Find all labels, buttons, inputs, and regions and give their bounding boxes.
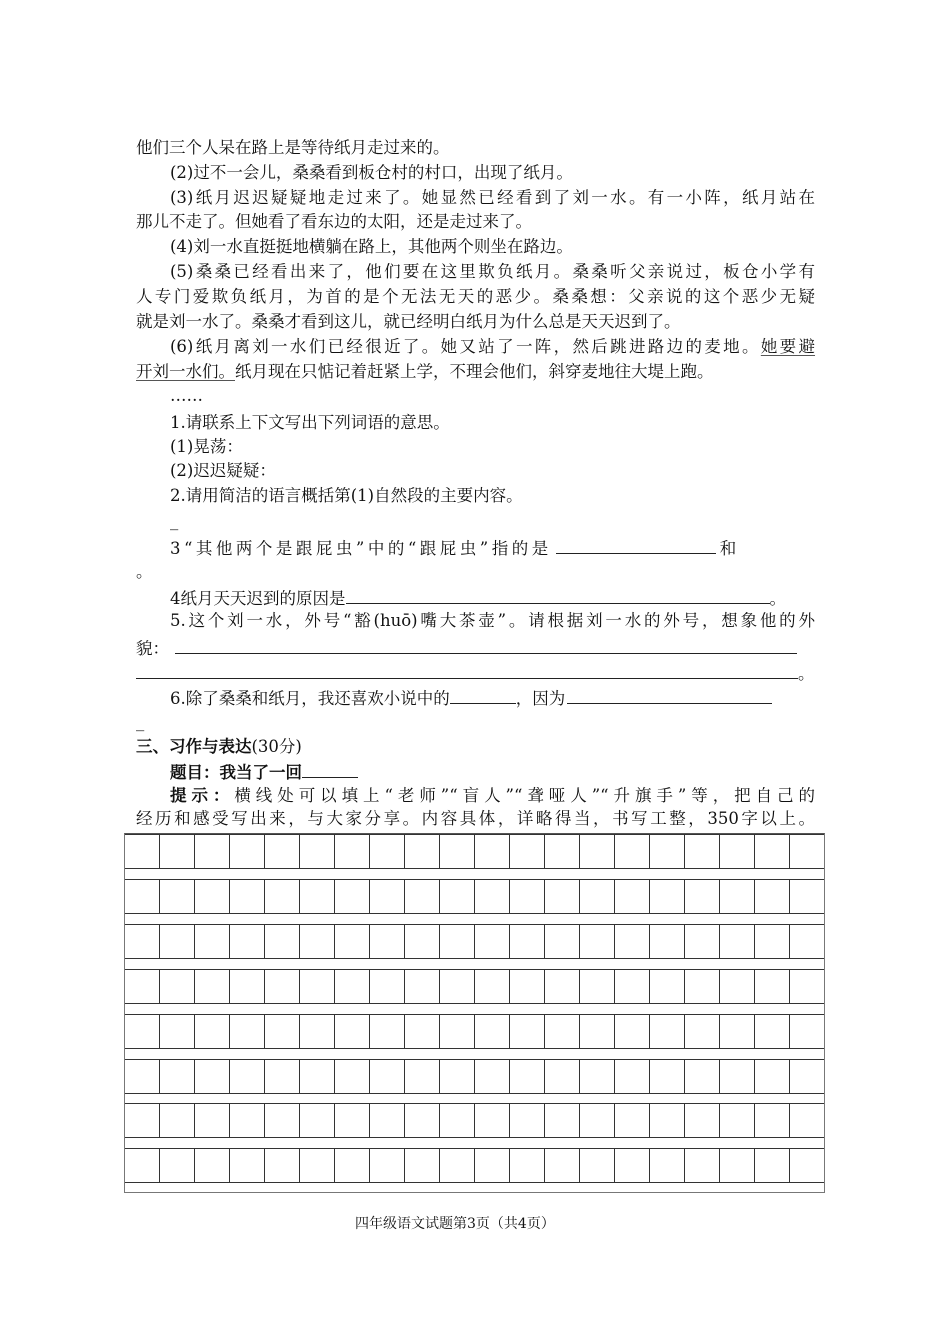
grid-cell[interactable]: [405, 880, 440, 913]
grid-cell[interactable]: [510, 1104, 545, 1137]
question-1-1: (1)晃荡：: [170, 437, 243, 456]
grid-cell[interactable]: [405, 835, 440, 868]
grid-cell[interactable]: [475, 1060, 510, 1093]
paragraph-3-cont: 那儿不走了。但她看了看东边的太阳，还是走过来了。: [136, 212, 532, 231]
grid-cell[interactable]: [230, 1015, 265, 1048]
grid-cell[interactable]: [510, 880, 545, 913]
grid-cell[interactable]: [475, 925, 510, 958]
title-text: 我当了一回: [219, 763, 302, 782]
grid-cell[interactable]: [650, 1149, 685, 1182]
grid-cell[interactable]: [125, 1060, 160, 1093]
question-3-end: 。: [136, 562, 153, 581]
grid-cell[interactable]: [720, 925, 755, 958]
grid-cell[interactable]: [720, 880, 755, 913]
grid-cell[interactable]: [510, 925, 545, 958]
hint-label: 提示：: [170, 786, 235, 805]
answer-blank[interactable]: [450, 685, 516, 704]
grid-cell[interactable]: [720, 1060, 755, 1093]
grid-cell[interactable]: [755, 835, 790, 868]
grid-cell[interactable]: [300, 1015, 335, 1048]
ellipsis: ……: [170, 386, 203, 405]
grid-cell[interactable]: [720, 835, 755, 868]
grid-cell[interactable]: [160, 1060, 195, 1093]
grid-cell[interactable]: [790, 1104, 824, 1137]
answer-blank[interactable]: [175, 635, 797, 654]
section-title: 三、习作与表达: [136, 737, 252, 756]
grid-cell[interactable]: [335, 1104, 370, 1137]
grid-cell[interactable]: [545, 835, 580, 868]
grid-cell[interactable]: [160, 880, 195, 913]
question-6: [170, 685, 815, 709]
grid-cell[interactable]: [195, 835, 230, 868]
grid-cell[interactable]: [230, 925, 265, 958]
passage-line: 他们三个人呆在路上是等待纸月走过来的。: [136, 138, 450, 157]
paragraph-6-text: (6)纸月离刘一水们已经很近了。她又站了一阵，然后跳进路边的麦地。: [170, 337, 761, 356]
grid-cell[interactable]: [370, 1015, 405, 1048]
grid-cell[interactable]: [370, 1149, 405, 1182]
grid-cell[interactable]: [335, 880, 370, 913]
grid-cell[interactable]: [160, 1149, 195, 1182]
grid-cell[interactable]: [440, 1104, 475, 1137]
grid-cell[interactable]: [300, 1104, 335, 1137]
grid-cell[interactable]: [615, 1060, 650, 1093]
grid-cell[interactable]: [335, 1060, 370, 1093]
grid-cell[interactable]: [510, 1015, 545, 1048]
question-4: [170, 585, 815, 609]
grid-cell[interactable]: [720, 1149, 755, 1182]
grid-cell[interactable]: [615, 835, 650, 868]
paragraph-5-cont: 人专门爱欺负纸月，为首的是个无法无天的恶少。桑桑想：父亲说的这个恶少无疑: [136, 287, 815, 306]
grid-cell[interactable]: [265, 1104, 300, 1137]
grid-row: [125, 1059, 824, 1094]
grid-cell[interactable]: [125, 970, 160, 1003]
grid-row: [125, 834, 824, 869]
question-1: 1.请联系上下文写出下列词语的意思。: [170, 413, 450, 432]
grid-cell[interactable]: [370, 880, 405, 913]
grid-cell[interactable]: [650, 835, 685, 868]
grid-cell[interactable]: [790, 1060, 824, 1093]
grid-cell[interactable]: [125, 835, 160, 868]
question-3-text: 3“其他两个是跟屁虫”中的“跟屁虫”指的是: [170, 539, 552, 558]
question-6-blank: _: [136, 712, 145, 731]
question-5-line2: [136, 660, 815, 684]
grid-cell[interactable]: [615, 970, 650, 1003]
grid-cell[interactable]: [580, 925, 615, 958]
grid-cell[interactable]: [580, 1149, 615, 1182]
grid-cell[interactable]: [125, 880, 160, 913]
grid-cell[interactable]: [440, 835, 475, 868]
underlined-sentence: 开刘一水们。: [136, 362, 235, 381]
grid-cell[interactable]: [685, 880, 720, 913]
grid-cell[interactable]: [545, 1060, 580, 1093]
grid-cell[interactable]: [335, 835, 370, 868]
grid-cell[interactable]: [755, 925, 790, 958]
question-2: 2.请用简洁的语言概括第(1)自然段的主要内容。: [170, 486, 523, 505]
question-1-2: (2)迟迟疑疑：: [170, 461, 276, 480]
grid-cell[interactable]: [685, 835, 720, 868]
answer-blank[interactable]: [556, 535, 716, 554]
grid-cell[interactable]: [370, 925, 405, 958]
grid-cell[interactable]: [475, 880, 510, 913]
grid-cell[interactable]: [755, 1060, 790, 1093]
grid-cell[interactable]: [195, 1015, 230, 1048]
grid-cell[interactable]: [405, 1104, 440, 1137]
section-heading: [136, 735, 815, 759]
grid-cell[interactable]: [370, 835, 405, 868]
grid-cell[interactable]: [125, 1149, 160, 1182]
grid-cell[interactable]: [335, 970, 370, 1003]
question-4-text: 4纸月天天迟到的原因是: [170, 589, 346, 608]
grid-cell[interactable]: [370, 970, 405, 1003]
question-3-and: 和: [719, 539, 740, 558]
grid-cell[interactable]: [370, 1104, 405, 1137]
grid-cell[interactable]: [265, 835, 300, 868]
grid-cell[interactable]: [265, 970, 300, 1003]
grid-cell[interactable]: [720, 1104, 755, 1137]
paragraph-5: (5)桑桑已经看出来了，他们要在这里欺负纸月。桑桑听父亲说过，板仓小学有: [170, 262, 815, 281]
question-6-text: ，因为: [515, 689, 566, 708]
period: 。: [769, 589, 786, 608]
grid-cell[interactable]: [685, 1015, 720, 1048]
grid-cell[interactable]: [300, 880, 335, 913]
grid-cell[interactable]: [580, 1060, 615, 1093]
grid-cell[interactable]: [580, 1104, 615, 1137]
grid-row: [125, 1148, 824, 1183]
grid-cell[interactable]: [405, 1015, 440, 1048]
grid-cell[interactable]: [440, 925, 475, 958]
grid-cell[interactable]: [615, 1149, 650, 1182]
grid-cell[interactable]: [615, 925, 650, 958]
grid-cell[interactable]: [615, 880, 650, 913]
grid-cell[interactable]: [755, 1149, 790, 1182]
grid-cell[interactable]: [580, 970, 615, 1003]
grid-cell[interactable]: [125, 925, 160, 958]
grid-cell[interactable]: [230, 1149, 265, 1182]
grid-cell[interactable]: [790, 1149, 824, 1182]
grid-cell[interactable]: [685, 1060, 720, 1093]
grid-cell[interactable]: [475, 1015, 510, 1048]
grid-cell[interactable]: [790, 925, 824, 958]
paragraph-3: (3)纸月迟迟疑疑地走过来了。她显然已经看到了刘一水。有一小阵，纸月站在: [170, 188, 815, 207]
grid-cell[interactable]: [545, 1149, 580, 1182]
grid-cell[interactable]: [545, 1104, 580, 1137]
title-label: 题目：: [170, 763, 220, 782]
grid-cell[interactable]: [650, 1015, 685, 1048]
paragraph-5-cont: 就是刘一水了。桑桑才看到这儿，就已经明白纸月为什么总是天天迟到了。: [136, 312, 681, 331]
grid-cell[interactable]: [545, 1015, 580, 1048]
grid-cell[interactable]: [790, 835, 824, 868]
hint-text: 横线处可以填上“老师”“盲人”“聋哑人”“升旗手”等，把自己的: [234, 786, 816, 805]
grid-cell[interactable]: [370, 1060, 405, 1093]
grid-cell[interactable]: [580, 1015, 615, 1048]
grid-cell[interactable]: [160, 835, 195, 868]
grid-cell[interactable]: [755, 1104, 790, 1137]
page-footer: 四年级语文试题第3页（共4页）: [355, 1216, 555, 1232]
period: 。: [798, 664, 815, 683]
grid-cell[interactable]: [160, 925, 195, 958]
question-5: 5.这个刘一水，外号“豁(huō)嘴大茶壶”。请根据刘一水的外号，想象他的外: [170, 611, 815, 630]
grid-cell[interactable]: [300, 1149, 335, 1182]
paragraph-6: [170, 335, 815, 359]
grid-cell[interactable]: [125, 1015, 160, 1048]
grid-row: [125, 924, 824, 959]
grid-cell[interactable]: [300, 970, 335, 1003]
question-3: [170, 535, 815, 559]
grid-cell[interactable]: [790, 880, 824, 913]
grid-cell[interactable]: [615, 1015, 650, 1048]
grid-cell[interactable]: [650, 880, 685, 913]
grid-cell[interactable]: [685, 925, 720, 958]
grid-cell[interactable]: [405, 970, 440, 1003]
grid-cell[interactable]: [510, 970, 545, 1003]
grid-cell[interactable]: [230, 880, 265, 913]
paragraph-2: (2)过不一会儿，桑桑看到板仓村的村口，出现了纸月。: [170, 163, 573, 182]
grid-cell[interactable]: [510, 835, 545, 868]
grid-cell[interactable]: [440, 1015, 475, 1048]
answer-blank[interactable]: [136, 660, 798, 679]
answer-blank[interactable]: [346, 585, 770, 604]
grid-cell[interactable]: [685, 1149, 720, 1182]
question-5-cont: [136, 635, 815, 659]
title-blank[interactable]: [302, 759, 358, 778]
grid-cell[interactable]: [405, 1149, 440, 1182]
answer-blank[interactable]: [567, 685, 772, 704]
grid-cell[interactable]: [300, 835, 335, 868]
grid-cell[interactable]: [230, 835, 265, 868]
grid-cell[interactable]: [650, 1060, 685, 1093]
composition-hint-cont: 经历和感受写出来，与大家分享。内容具体，详略得当，书写工整，350字以上。: [136, 809, 815, 828]
grid-cell[interactable]: [650, 970, 685, 1003]
paragraph-6-text: 纸月现在只惦记着赶紧上学，不理会他们，斜穿麦地往大堤上跑。: [235, 362, 714, 381]
grid-cell[interactable]: [195, 925, 230, 958]
grid-cell[interactable]: [335, 1015, 370, 1048]
grid-cell[interactable]: [265, 1060, 300, 1093]
grid-cell[interactable]: [265, 1149, 300, 1182]
grid-cell[interactable]: [720, 1015, 755, 1048]
grid-cell[interactable]: [440, 1149, 475, 1182]
grid-cell[interactable]: [510, 1060, 545, 1093]
grid-cell[interactable]: [755, 970, 790, 1003]
grid-cell[interactable]: [300, 925, 335, 958]
grid-cell[interactable]: [265, 880, 300, 913]
question-2-blank[interactable]: _: [170, 511, 179, 530]
grid-row: [125, 1103, 824, 1138]
grid-cell[interactable]: [195, 970, 230, 1003]
grid-cell[interactable]: [440, 880, 475, 913]
paragraph-6-cont: [136, 360, 815, 384]
grid-cell[interactable]: [755, 1015, 790, 1048]
grid-cell[interactable]: [755, 880, 790, 913]
grid-cell[interactable]: [545, 970, 580, 1003]
grid-cell[interactable]: [475, 1104, 510, 1137]
grid-cell[interactable]: [650, 925, 685, 958]
grid-cell[interactable]: [230, 1060, 265, 1093]
grid-cell[interactable]: [405, 1060, 440, 1093]
grid-cell[interactable]: [195, 1104, 230, 1137]
grid-cell[interactable]: [545, 925, 580, 958]
grid-cell[interactable]: [160, 970, 195, 1003]
grid-cell[interactable]: [230, 1104, 265, 1137]
grid-cell[interactable]: [125, 1104, 160, 1137]
grid-cell[interactable]: [650, 1104, 685, 1137]
grid-cell[interactable]: [265, 1015, 300, 1048]
grid-cell[interactable]: [685, 1104, 720, 1137]
grid-cell[interactable]: [580, 880, 615, 913]
grid-cell[interactable]: [440, 970, 475, 1003]
grid-cell[interactable]: [300, 1060, 335, 1093]
grid-cell[interactable]: [545, 880, 580, 913]
grid-cell[interactable]: [265, 925, 300, 958]
grid-cell[interactable]: [335, 925, 370, 958]
question-6-text: 6.除了桑桑和纸月，我还喜欢小说中的: [170, 689, 450, 708]
grid-cell[interactable]: [440, 1060, 475, 1093]
grid-cell[interactable]: [160, 1015, 195, 1048]
paragraph-4: (4)刘一水直挺挺地横躺在路上，其他两个则坐在路边。: [170, 237, 573, 256]
grid-cell[interactable]: [615, 1104, 650, 1137]
grid-cell[interactable]: [405, 925, 440, 958]
composition-hint: [170, 784, 815, 808]
grid-cell[interactable]: [685, 970, 720, 1003]
grid-cell[interactable]: [790, 1015, 824, 1048]
section-score: (30分): [251, 737, 302, 756]
grid-cell[interactable]: [475, 970, 510, 1003]
grid-cell[interactable]: [335, 1149, 370, 1182]
grid-cell[interactable]: [195, 1060, 230, 1093]
grid-cell[interactable]: [580, 835, 615, 868]
grid-cell[interactable]: [160, 1104, 195, 1137]
grid-cell[interactable]: [790, 970, 824, 1003]
composition-title: [170, 759, 815, 783]
grid-cell[interactable]: [195, 880, 230, 913]
grid-cell[interactable]: [475, 1149, 510, 1182]
grid-cell[interactable]: [510, 1149, 545, 1182]
grid-row: [125, 1014, 824, 1049]
grid-row: [125, 969, 824, 1004]
grid-cell[interactable]: [720, 970, 755, 1003]
question-5-label: 貌：: [136, 639, 169, 658]
grid-cell[interactable]: [475, 835, 510, 868]
grid-cell[interactable]: [195, 1149, 230, 1182]
underlined-sentence: 她要避: [760, 337, 816, 356]
writing-grid[interactable]: [124, 833, 825, 1193]
grid-row: [125, 879, 824, 914]
grid-cell[interactable]: [230, 970, 265, 1003]
